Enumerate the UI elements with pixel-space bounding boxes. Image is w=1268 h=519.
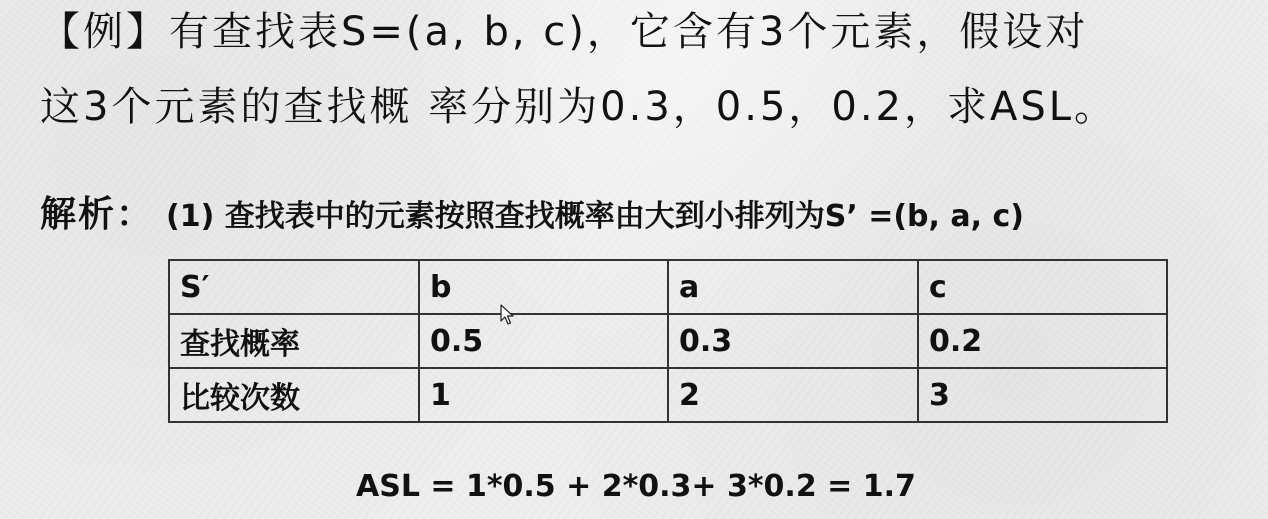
- table-cell: b: [419, 260, 668, 314]
- asl-formula: ASL = 1*0.5 + 2*0.3+ 3*0.2 = 1.7: [356, 469, 916, 504]
- table-cell: 1: [419, 368, 668, 422]
- probability-table: [168, 259, 1168, 423]
- row-header-probability: 查找概率: [169, 314, 419, 368]
- table-cell: 3: [918, 368, 1167, 422]
- problem-line-2: 这3个元素的查找概 率分别为0.3，0.5，0.2，求ASL。: [40, 84, 1118, 130]
- problem-line-1: 【例】有查找表S=(a, b, c)，它含有3个元素，假设对: [40, 9, 1089, 55]
- row-header-sequence: S′: [169, 260, 419, 314]
- table-cell: 0.5: [419, 314, 668, 368]
- table-row-probability: [169, 314, 1167, 368]
- table-cell: 0.3: [668, 314, 918, 368]
- analysis-section: [40, 194, 1024, 235]
- mouse-pointer-icon: [500, 304, 514, 326]
- row-header-comparisons: 比较次数: [169, 368, 419, 422]
- analysis-label: 解析：: [40, 194, 155, 235]
- analysis-text: (1) 查找表中的元素按照查找概率由大到小排列为S’ =(b, a, c): [166, 199, 1024, 234]
- table-row-sequence: [169, 260, 1167, 314]
- table-cell: c: [918, 260, 1167, 314]
- table-cell: a: [668, 260, 918, 314]
- table-cell: 2: [668, 368, 918, 422]
- table-row-comparisons: [169, 368, 1167, 422]
- table-cell: 0.2: [918, 314, 1167, 368]
